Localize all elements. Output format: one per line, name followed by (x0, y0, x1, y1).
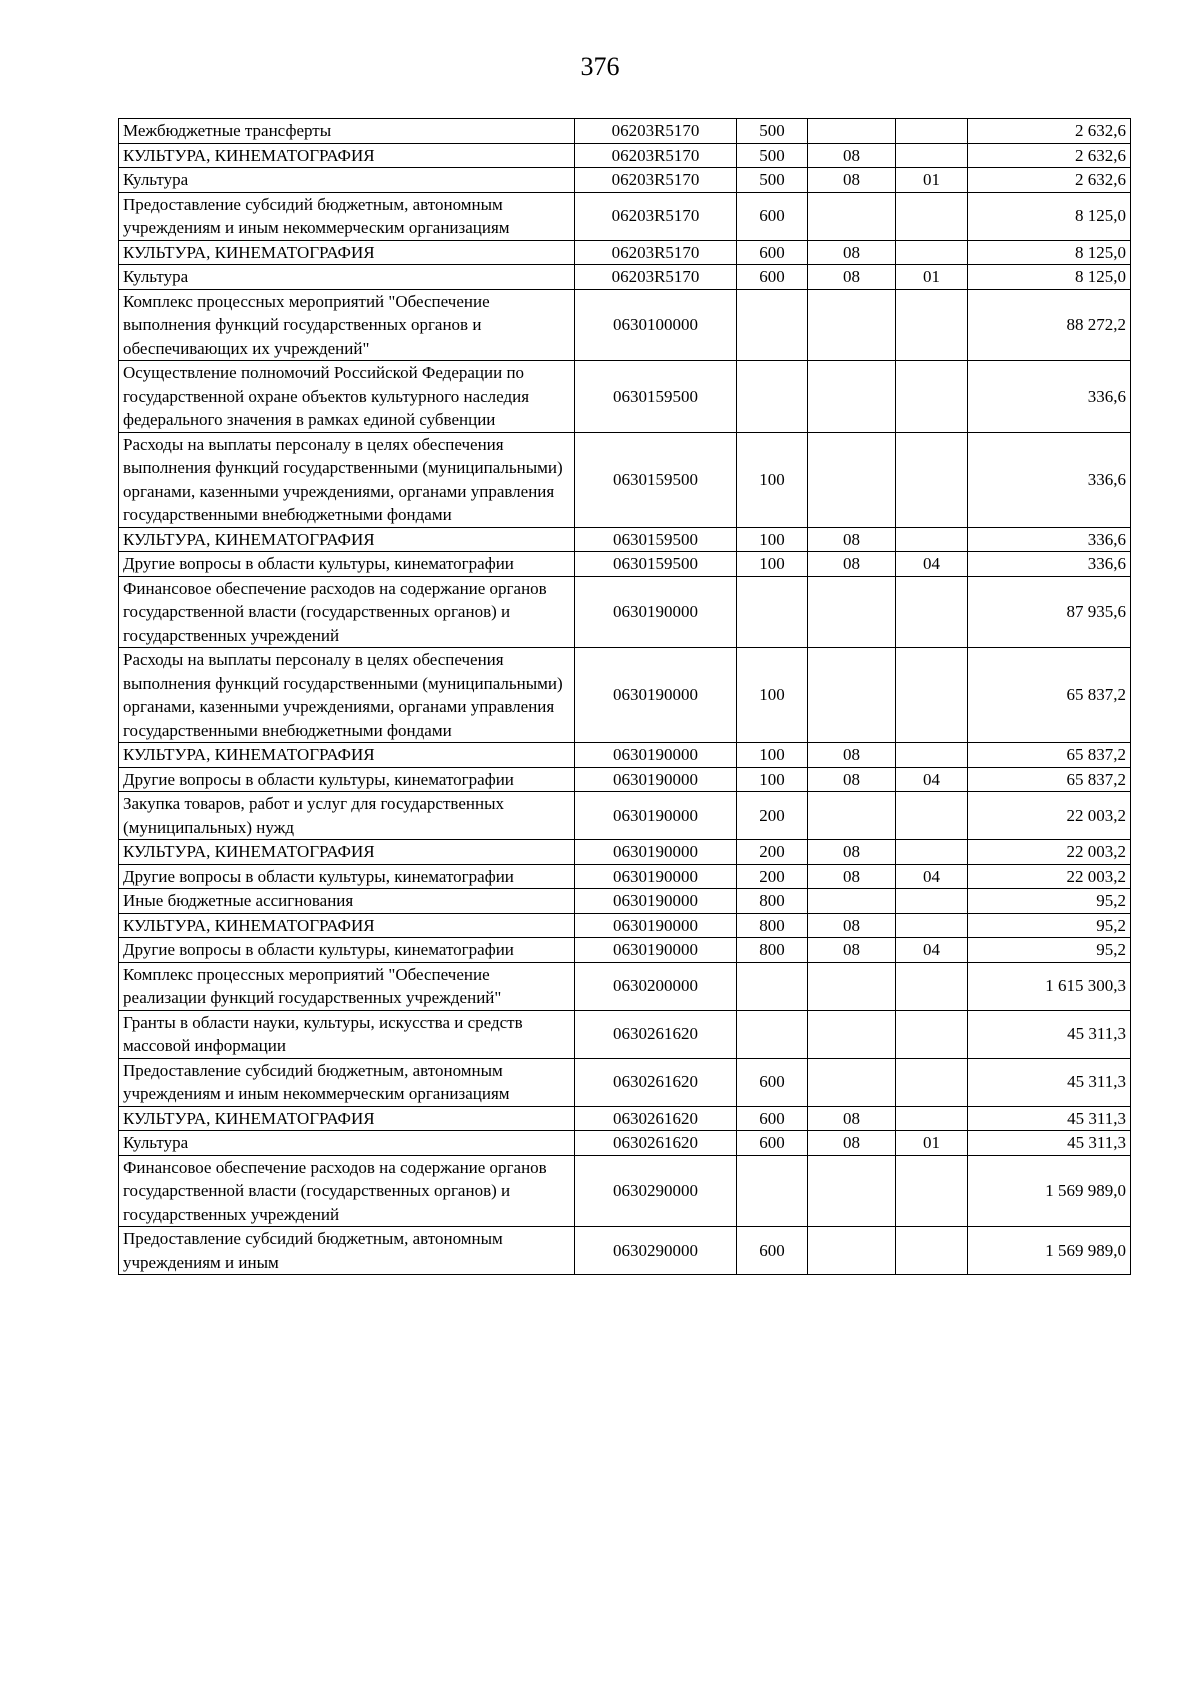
subsection-cell (896, 1106, 968, 1131)
target-article-code-cell: 0630261620 (575, 1010, 737, 1058)
section-cell (808, 962, 896, 1010)
section-cell (808, 648, 896, 743)
amount-cell: 95,2 (968, 938, 1131, 963)
target-article-code-cell: 0630200000 (575, 962, 737, 1010)
expense-name-cell: КУЛЬТУРА, КИНЕМАТОГРАФИЯ (119, 840, 575, 865)
expense-type-cell: 100 (737, 527, 808, 552)
table-row (119, 143, 1131, 168)
subsection-cell (896, 576, 968, 648)
expense-type-cell: 500 (737, 168, 808, 193)
expense-name-cell: КУЛЬТУРА, КИНЕМАТОГРАФИЯ (119, 913, 575, 938)
target-article-code-cell: 06203R5170 (575, 143, 737, 168)
target-article-code-cell: 0630290000 (575, 1227, 737, 1275)
amount-cell: 1 615 300,3 (968, 962, 1131, 1010)
subsection-cell (896, 192, 968, 240)
target-article-code-cell: 0630159500 (575, 432, 737, 527)
expense-type-cell: 600 (737, 1106, 808, 1131)
target-article-code-cell: 0630100000 (575, 289, 737, 361)
target-article-code-cell: 0630190000 (575, 889, 737, 914)
table-body (119, 119, 1131, 1275)
expense-type-cell: 100 (737, 552, 808, 577)
table-row (119, 240, 1131, 265)
section-cell (808, 192, 896, 240)
amount-cell: 95,2 (968, 889, 1131, 914)
target-article-code-cell: 0630190000 (575, 576, 737, 648)
section-cell (808, 1058, 896, 1106)
subsection-cell (896, 792, 968, 840)
expense-name-cell: Другие вопросы в области культуры, кинематографии (119, 767, 575, 792)
section-cell (808, 792, 896, 840)
expense-type-cell: 100 (737, 767, 808, 792)
section-cell: 08 (808, 840, 896, 865)
subsection-cell: 01 (896, 1131, 968, 1156)
expense-name-cell: Осуществление полномочий Российской Федерации по государственной охране объектов культурного наследия федерального значения в рамках единой субвенции (119, 361, 575, 433)
amount-cell: 336,6 (968, 432, 1131, 527)
expense-type-cell: 600 (737, 1058, 808, 1106)
subsection-cell (896, 143, 968, 168)
amount-cell: 2 632,6 (968, 168, 1131, 193)
amount-cell: 1 569 989,0 (968, 1227, 1131, 1275)
page-number: 376 (580, 52, 620, 81)
expense-name-cell: Расходы на выплаты персоналу в целях обеспечения выполнения функций государственными (муниципальными) органами, казенными учреждениями, органами управления государственными внебюджетными фондами (119, 432, 575, 527)
table-row (119, 527, 1131, 552)
expense-type-cell: 600 (737, 1131, 808, 1156)
expense-name-cell: Другие вопросы в области культуры, кинематографии (119, 864, 575, 889)
table-row (119, 168, 1131, 193)
section-cell (808, 119, 896, 144)
target-article-code-cell: 0630190000 (575, 938, 737, 963)
table-row (119, 1058, 1131, 1106)
subsection-cell: 04 (896, 938, 968, 963)
table-row (119, 938, 1131, 963)
amount-cell: 65 837,2 (968, 743, 1131, 768)
target-article-code-cell: 0630190000 (575, 743, 737, 768)
target-article-code-cell: 0630190000 (575, 792, 737, 840)
amount-cell: 336,6 (968, 361, 1131, 433)
expense-type-cell (737, 576, 808, 648)
subsection-cell (896, 1010, 968, 1058)
section-cell: 08 (808, 240, 896, 265)
amount-cell: 88 272,2 (968, 289, 1131, 361)
expense-type-cell (737, 1155, 808, 1227)
amount-cell: 2 632,6 (968, 119, 1131, 144)
target-article-code-cell: 0630290000 (575, 1155, 737, 1227)
target-article-code-cell: 0630190000 (575, 767, 737, 792)
target-article-code-cell: 0630261620 (575, 1106, 737, 1131)
amount-cell: 65 837,2 (968, 648, 1131, 743)
table-row (119, 1106, 1131, 1131)
target-article-code-cell: 0630159500 (575, 361, 737, 433)
amount-cell: 8 125,0 (968, 192, 1131, 240)
target-article-code-cell: 0630159500 (575, 552, 737, 577)
subsection-cell: 01 (896, 168, 968, 193)
section-cell: 08 (808, 938, 896, 963)
amount-cell: 1 569 989,0 (968, 1155, 1131, 1227)
expense-name-cell: КУЛЬТУРА, КИНЕМАТОГРАФИЯ (119, 240, 575, 265)
expense-name-cell: Другие вопросы в области культуры, кинематографии (119, 938, 575, 963)
table-row (119, 432, 1131, 527)
amount-cell: 22 003,2 (968, 792, 1131, 840)
expense-name-cell: КУЛЬТУРА, КИНЕМАТОГРАФИЯ (119, 1106, 575, 1131)
expense-name-cell: Иные бюджетные ассигнования (119, 889, 575, 914)
amount-cell: 8 125,0 (968, 240, 1131, 265)
expense-type-cell: 200 (737, 864, 808, 889)
table-row (119, 289, 1131, 361)
expense-type-cell: 600 (737, 240, 808, 265)
section-cell: 08 (808, 552, 896, 577)
expense-name-cell: Предоставление субсидий бюджетным, автономным учреждениям и иным (119, 1227, 575, 1275)
subsection-cell: 04 (896, 767, 968, 792)
subsection-cell (896, 432, 968, 527)
table-row (119, 1010, 1131, 1058)
amount-cell: 45 311,3 (968, 1131, 1131, 1156)
subsection-cell: 01 (896, 265, 968, 290)
table-row (119, 889, 1131, 914)
section-cell: 08 (808, 913, 896, 938)
expense-type-cell: 800 (737, 938, 808, 963)
subsection-cell (896, 1155, 968, 1227)
expense-name-cell: Комплекс процессных мероприятий "Обеспечение выполнения функций государственных органов и обеспечивающих их учреждений" (119, 289, 575, 361)
subsection-cell: 04 (896, 864, 968, 889)
table-row (119, 1155, 1131, 1227)
section-cell (808, 889, 896, 914)
table-row (119, 1227, 1131, 1275)
expense-name-cell: Комплекс процессных мероприятий "Обеспечение реализации функций государственных учреждений" (119, 962, 575, 1010)
section-cell: 08 (808, 743, 896, 768)
section-cell: 08 (808, 864, 896, 889)
target-article-code-cell: 0630190000 (575, 864, 737, 889)
amount-cell: 45 311,3 (968, 1106, 1131, 1131)
table-row (119, 265, 1131, 290)
amount-cell: 8 125,0 (968, 265, 1131, 290)
amount-cell: 65 837,2 (968, 767, 1131, 792)
table-row (119, 913, 1131, 938)
expense-name-cell: Закупка товаров, работ и услуг для государственных (муниципальных) нужд (119, 792, 575, 840)
expense-type-cell (737, 962, 808, 1010)
subsection-cell (896, 240, 968, 265)
subsection-cell (896, 913, 968, 938)
subsection-cell (896, 289, 968, 361)
table-row (119, 361, 1131, 433)
table-row (119, 767, 1131, 792)
amount-cell: 2 632,6 (968, 143, 1131, 168)
expense-type-cell (737, 1010, 808, 1058)
expense-name-cell: КУЛЬТУРА, КИНЕМАТОГРАФИЯ (119, 143, 575, 168)
subsection-cell (896, 840, 968, 865)
subsection-cell (896, 527, 968, 552)
section-cell: 08 (808, 265, 896, 290)
expense-type-cell: 600 (737, 192, 808, 240)
section-cell: 08 (808, 143, 896, 168)
expense-name-cell: Предоставление субсидий бюджетным, автономным учреждениям и иным некоммерческим организациям (119, 192, 575, 240)
target-article-code-cell: 06203R5170 (575, 168, 737, 193)
target-article-code-cell: 0630159500 (575, 527, 737, 552)
target-article-code-cell: 06203R5170 (575, 192, 737, 240)
expense-type-cell: 600 (737, 265, 808, 290)
expense-type-cell: 500 (737, 119, 808, 144)
section-cell: 08 (808, 527, 896, 552)
subsection-cell (896, 743, 968, 768)
section-cell: 08 (808, 168, 896, 193)
table-row (119, 962, 1131, 1010)
table-row (119, 840, 1131, 865)
target-article-code-cell: 0630190000 (575, 840, 737, 865)
expense-type-cell: 800 (737, 913, 808, 938)
expense-name-cell: Гранты в области науки, культуры, искусства и средств массовой информации (119, 1010, 575, 1058)
section-cell (808, 361, 896, 433)
amount-cell: 45 311,3 (968, 1058, 1131, 1106)
target-article-code-cell: 06203R5170 (575, 240, 737, 265)
target-article-code-cell: 06203R5170 (575, 119, 737, 144)
section-cell: 08 (808, 1106, 896, 1131)
table-row (119, 192, 1131, 240)
target-article-code-cell: 0630261620 (575, 1131, 737, 1156)
subsection-cell (896, 119, 968, 144)
subsection-cell (896, 1227, 968, 1275)
table-row (119, 864, 1131, 889)
subsection-cell (896, 889, 968, 914)
table-row (119, 648, 1131, 743)
budget-table (118, 118, 1131, 1275)
expense-type-cell: 100 (737, 743, 808, 768)
subsection-cell (896, 361, 968, 433)
amount-cell: 22 003,2 (968, 864, 1131, 889)
expense-name-cell: КУЛЬТУРА, КИНЕМАТОГРАФИЯ (119, 743, 575, 768)
expense-name-cell: Другие вопросы в области культуры, кинематографии (119, 552, 575, 577)
target-article-code-cell: 06203R5170 (575, 265, 737, 290)
subsection-cell: 04 (896, 552, 968, 577)
subsection-cell (896, 1058, 968, 1106)
subsection-cell (896, 648, 968, 743)
section-cell (808, 1227, 896, 1275)
subsection-cell (896, 962, 968, 1010)
expense-type-cell: 100 (737, 432, 808, 527)
expense-name-cell: Предоставление субсидий бюджетным, автономным учреждениям и иным некоммерческим организациям (119, 1058, 575, 1106)
section-cell (808, 432, 896, 527)
section-cell: 08 (808, 767, 896, 792)
amount-cell: 336,6 (968, 552, 1131, 577)
expense-name-cell: Культура (119, 265, 575, 290)
section-cell (808, 576, 896, 648)
expense-name-cell: Межбюджетные трансферты (119, 119, 575, 144)
table-row (119, 576, 1131, 648)
table-row (119, 119, 1131, 144)
target-article-code-cell: 0630190000 (575, 913, 737, 938)
table-row (119, 743, 1131, 768)
expense-name-cell: КУЛЬТУРА, КИНЕМАТОГРАФИЯ (119, 527, 575, 552)
section-cell (808, 1155, 896, 1227)
amount-cell: 336,6 (968, 527, 1131, 552)
expense-type-cell (737, 361, 808, 433)
amount-cell: 95,2 (968, 913, 1131, 938)
section-cell: 08 (808, 1131, 896, 1156)
section-cell (808, 1010, 896, 1058)
expense-name-cell: Культура (119, 1131, 575, 1156)
expense-type-cell (737, 289, 808, 361)
expense-name-cell: Расходы на выплаты персоналу в целях обеспечения выполнения функций государственными (муниципальными) органами, казенными учреждениями, органами управления государственными внебюджетными фондами (119, 648, 575, 743)
amount-cell: 22 003,2 (968, 840, 1131, 865)
expense-type-cell: 200 (737, 792, 808, 840)
expense-type-cell: 200 (737, 840, 808, 865)
target-article-code-cell: 0630261620 (575, 1058, 737, 1106)
table-row (119, 1131, 1131, 1156)
expense-type-cell: 800 (737, 889, 808, 914)
amount-cell: 87 935,6 (968, 576, 1131, 648)
expense-type-cell: 500 (737, 143, 808, 168)
expense-name-cell: Финансовое обеспечение расходов на содержание органов государственной власти (государственных органов) и государственных учреждений (119, 1155, 575, 1227)
table-row (119, 792, 1131, 840)
expense-name-cell: Финансовое обеспечение расходов на содержание органов государственной власти (государственных органов) и государственных учреждений (119, 576, 575, 648)
expense-name-cell: Культура (119, 168, 575, 193)
amount-cell: 45 311,3 (968, 1010, 1131, 1058)
table-row (119, 552, 1131, 577)
expense-type-cell: 600 (737, 1227, 808, 1275)
target-article-code-cell: 0630190000 (575, 648, 737, 743)
section-cell (808, 289, 896, 361)
expense-type-cell: 100 (737, 648, 808, 743)
